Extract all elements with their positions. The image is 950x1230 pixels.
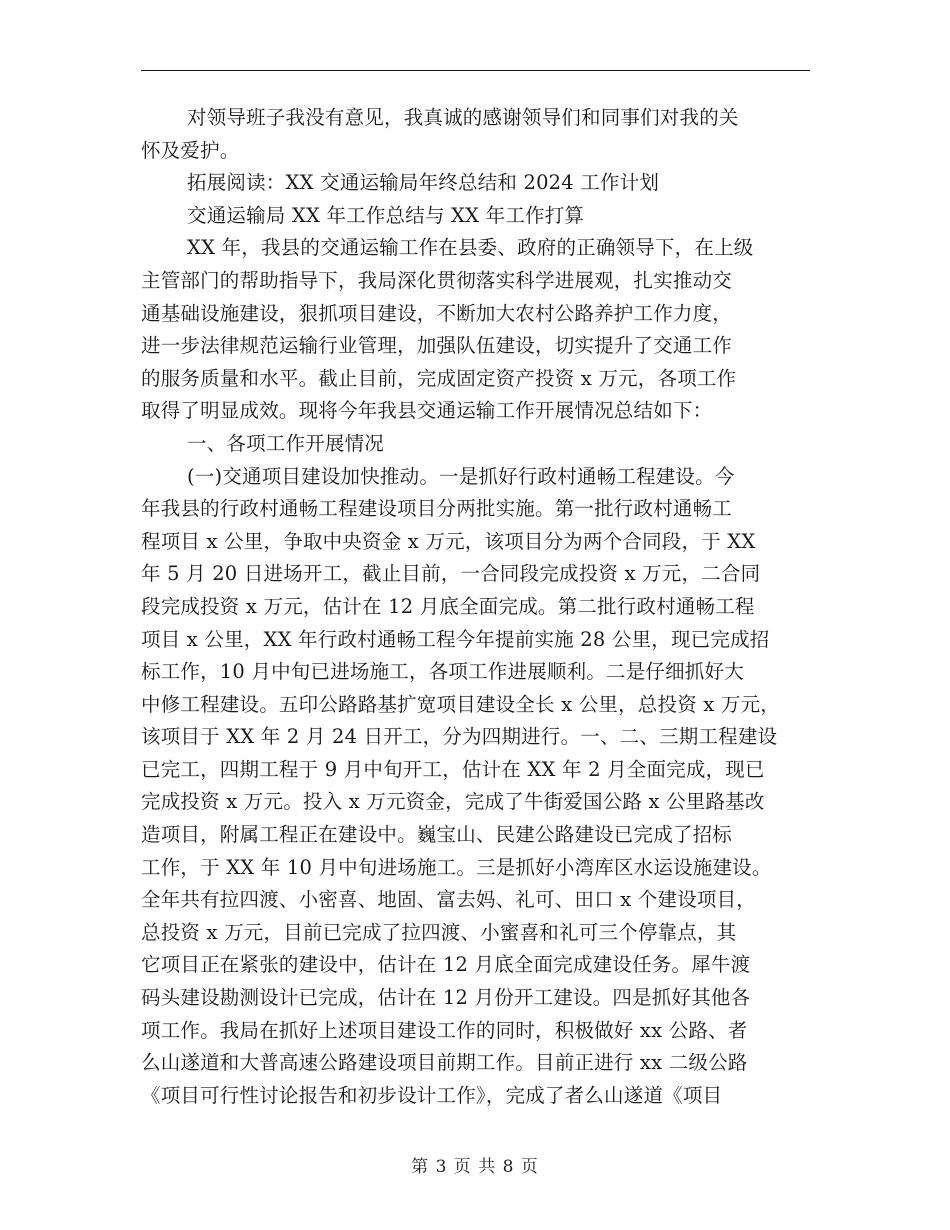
text-line: 进一步法律规范运输行业管理，加强队伍建设，切实提升了交通工作	[141, 334, 733, 358]
text-line: (一)交通项目建设加快推动。一是抓好行政村通畅工程建设。今	[187, 464, 735, 488]
page-footer: 第 3 页 共 8 页	[411, 1157, 539, 1177]
text-line: 怀及爱护。	[141, 138, 240, 162]
text-line: 标工作，10 月中旬已进场施工，各项工作进展顺利。二是仔细抓好大	[141, 660, 744, 684]
text-line: 段完成投资 x 万元，估计在 12 月底全面完成。第二批行政村通畅工程	[141, 594, 755, 618]
text-line: 对领导班子我没有意见，我真诚的感谢领导们和同事们对我的关	[187, 106, 739, 129]
text-line: 年 5 月 20 日进场开工，截止目前，一合同段完成投资 x 万元，二合同	[141, 562, 761, 586]
text-line: 造项目，附属工程正在建设中。巍宝山、民建公路建设已完成了招标	[141, 823, 733, 847]
text-line: 拓展阅读：XX 交通运输局年终总结和 2024 工作计划	[187, 171, 660, 195]
text-line: 的服务质量和水平。截止目前，完成固定资产投资 x 万元，各项工作	[141, 366, 737, 390]
text-line: 《项目可行性讨论报告和初步设计工作》，完成了者么山遂道《项目	[141, 1083, 723, 1107]
text-line: 一、各项工作开展情况	[187, 431, 385, 455]
text-line: 工作，于 XX 年 10 月中旬进场施工。三是抓好小湾库区水运设施建设。	[141, 855, 772, 879]
text-line: 程项目 x 公里，争取中央资金 x 万元，该项目分为两个合同段，于 XX	[141, 529, 756, 553]
text-line: 主管部门的帮助指导下，我局深化贯彻落实科学进展观，扎实推动交	[141, 268, 733, 292]
text-line: 年我县的行政村通畅工程建设项目分两批实施。第一批行政村通畅工	[141, 497, 733, 521]
text-line: 全年共有拉四渡、小密喜、地固、富去妈、礼可、田口 x 个建设项目，	[141, 888, 756, 912]
document-body	[141, 102, 813, 1112]
text-line: 已完工，四期工程于 9 月中旬开工，估计在 XX 年 2 月全面完成，现已	[141, 757, 765, 781]
text-line: 取得了明显成效。现将今年我县交通运输工作开展情况总结如下：	[141, 399, 713, 423]
header-rule	[141, 70, 810, 71]
text-line: 通基础设施建设，狠抓项目建设，不断加大农村公路养护工作力度，	[141, 301, 733, 325]
text-line: 完成投资 x 万元。投入 x 万元资金，完成了牛街爱国公路 x 公里路基改	[141, 790, 765, 814]
text-line: XX 年，我县的交通运输工作在县委、政府的正确领导下，在上级	[187, 236, 754, 260]
text-line: 中修工程建设。五印公路路基扩宽项目建设全长 x 公里，总投资 x 万元，	[141, 692, 780, 716]
text-line: 它项目正在紧张的建设中，估计在 12 月底全面完成建设任务。犀牛渡	[141, 953, 751, 977]
text-line: 总投资 x 万元，目前已完成了拉四渡、小蜜喜和礼可三个停靠点，其	[141, 920, 737, 944]
text-line: 么山遂道和大普高速公路建设项目前期工作。目前正进行 xx 二级公路	[141, 1051, 748, 1075]
text-line: 项目 x 公里，XX 年行政村通畅工程今年提前实施 28 公里，现已完成招	[141, 627, 770, 651]
text-line: 该项目于 XX 年 2 月 24 日开工，分为四期进行。一、二、三期工程建设	[141, 725, 778, 749]
text-line: 项工作。我局在抓好上述项目建设工作的同时，积极做好 xx 公路、者	[141, 1018, 748, 1042]
text-line: 码头建设勘测设计已完成，估计在 12 月份开工建设。四是抓好其他各	[141, 986, 751, 1010]
text-line: 交通运输局 XX 年工作总结与 XX 年工作打算	[187, 203, 585, 227]
